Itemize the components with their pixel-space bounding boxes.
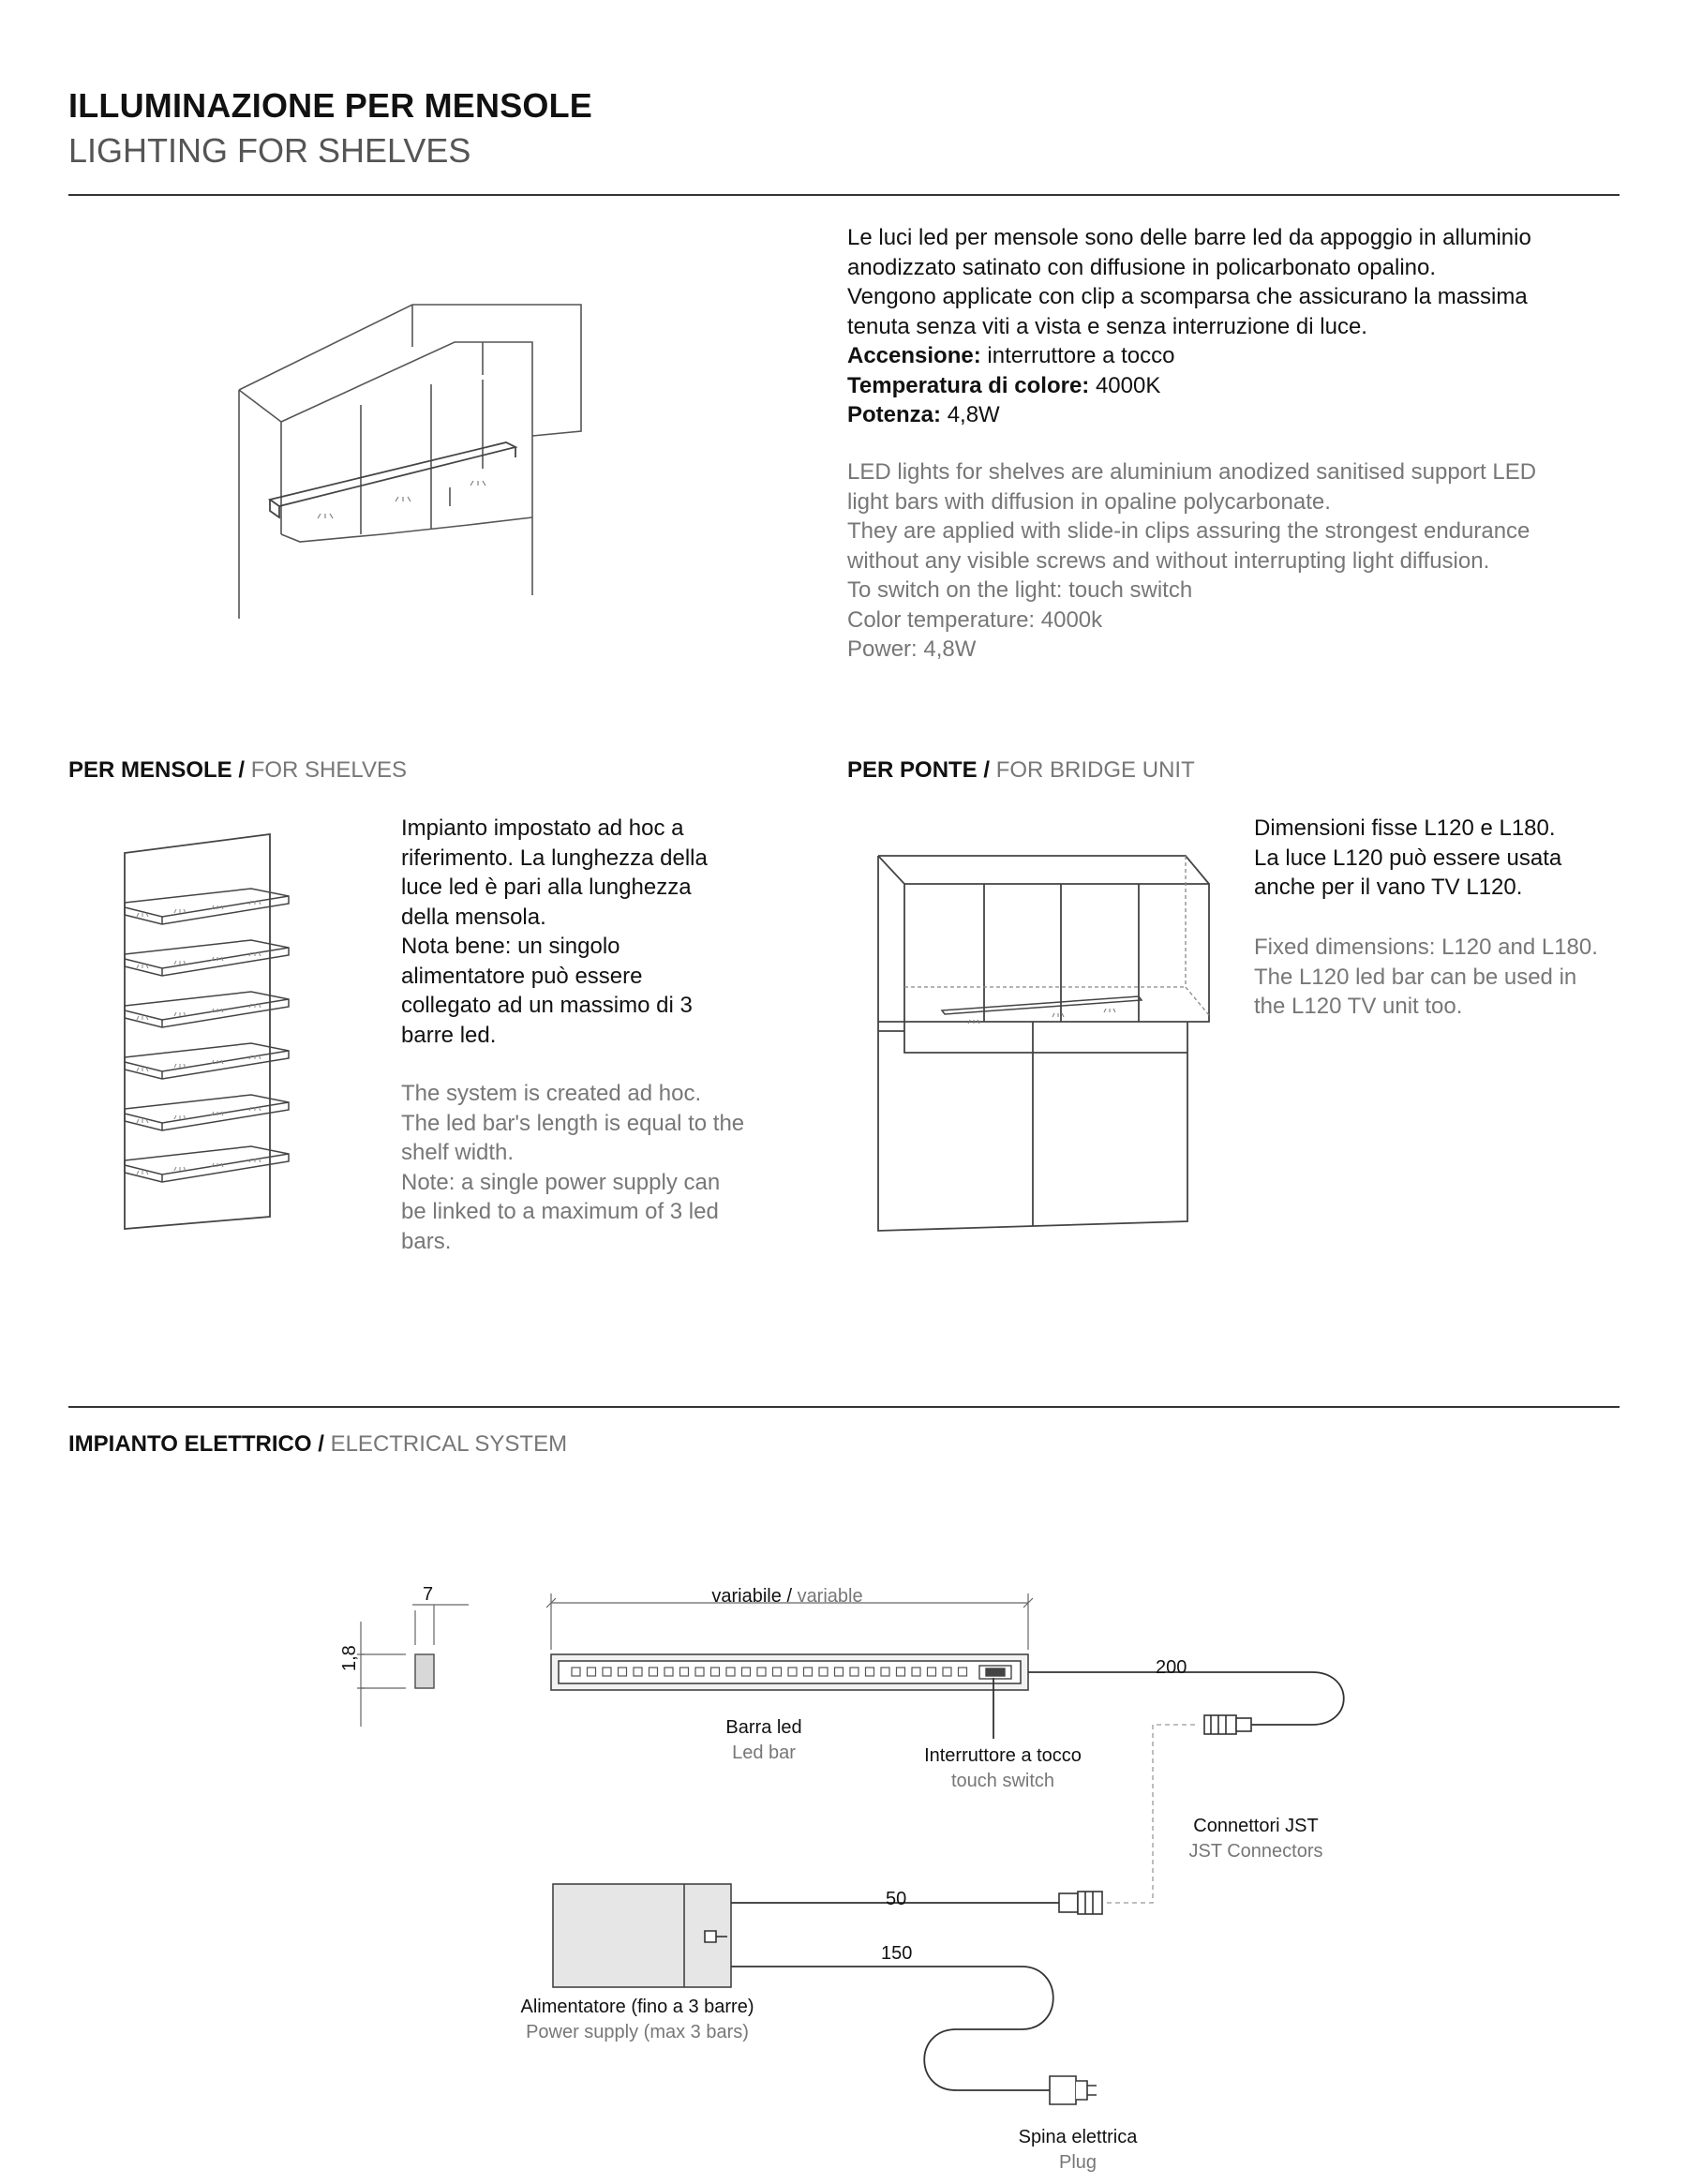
bridge-it-line: Dimensioni fisse L120 e L180. [1254,815,1556,841]
led-chip [928,1668,936,1676]
shelves-en-line: shelf width. [401,1140,515,1165]
dim-width-label: 7 [423,1584,434,1605]
led-chip [835,1668,844,1676]
intro-it-line: Le luci led per mensole sono delle barre led da appoggio in alluminio [847,225,1531,250]
led-chip [711,1668,720,1676]
intro-en-line: Color temperature: 4000k [847,606,1103,633]
led-chip [588,1668,596,1676]
bridge-en-line: the L120 TV unit too. [1254,994,1463,1019]
jst-connector-top [1204,1715,1251,1734]
cable-200-label: 200 [1156,1657,1187,1678]
led-chip [804,1668,813,1676]
variable-length-label: variabile / variable [711,1586,863,1607]
led-chip [619,1668,627,1676]
bridge-en-line: The L120 led bar can be used in [1254,964,1577,990]
led-chip [649,1668,658,1676]
led-chip [850,1668,858,1676]
intro-en-line: To switch on the light: touch switch [847,577,1193,603]
intro-it-line: Vengono applicate con clip a scomparsa che assicurano la massima [847,284,1528,309]
intro-en-line: They are applied with slide-in clips assuring the strongest endurance [847,518,1530,544]
spec-power-on: Accensione: interruttore a tocco [847,343,1175,368]
bridge-en-line: Fixed dimensions: L120 and L180. [1254,935,1598,960]
power-supply-label: Alimentatore (fino a 3 barre) Power supply (max 3 bars) [520,1997,754,2042]
led-chip [788,1668,797,1676]
touch-switch-label: Interruttore a tocco touch switch [924,1745,1082,1791]
led-chip [912,1668,920,1676]
jst-connectors-label: Connettori JST JST Connectors [1188,1816,1323,1862]
touch-switch-drawing [979,1666,1011,1679]
page-subtitle: LIGHTING FOR SHELVES [68,131,471,170]
led-chip [634,1668,642,1676]
led-chip [773,1668,782,1676]
dim-height-label: 1,8 [339,1645,360,1671]
plug-label: Spina elettrica Plug [1018,2127,1138,2173]
led-chip [695,1668,704,1676]
section-heading-shelves: PER MENSOLE / FOR SHELVES [68,757,407,783]
shelves-it-line: barre led. [401,1022,497,1048]
page-title: ILLUMINAZIONE PER MENSOLE [68,86,593,125]
led-chip [881,1668,889,1676]
intro-en-line: light bars with diffusion in opaline polycarbonate. [847,488,1331,515]
led-chip [866,1668,874,1676]
shelves-it-line: luce led è pari alla lunghezza [401,875,692,900]
led-chip [819,1668,828,1676]
intro-en-line: LED lights for shelves are aluminium anodized sanitised support LED [847,459,1537,485]
spec-power: Potenza: 4,8W [847,402,1000,427]
intro-en-line: Power: 4,8W [847,636,977,662]
intro-en-line: without any visible screws and without interrupting light diffusion. [847,547,1490,574]
intro-it-line: tenuta senza viti a vista e senza interruzione di luce. [847,313,1367,339]
shelves-en-line: bars. [401,1228,452,1254]
profile-section [415,1654,434,1688]
shelves-it-line: Impianto impostato ad hoc a [401,815,684,841]
led-chip [726,1668,735,1676]
spec-color-temperature: Temperatura di colore: 4000K [847,372,1161,398]
shelves-it-line: Nota bene: un singolo [401,934,620,959]
cable-150-label: 150 [881,1943,913,1964]
plug-drawing [1050,2076,1097,2104]
led-chip [680,1668,689,1676]
bridge-it-line: anche per il vano TV L120. [1254,875,1523,900]
led-chip [664,1668,673,1676]
shelves-en-line: The led bar's length is equal to the [401,1110,745,1136]
led-chip [603,1668,611,1676]
led-chip [572,1668,580,1676]
jst-connector-bottom [1059,1892,1102,1914]
led-chip [742,1668,751,1676]
shelves-it-line: riferimento. La lunghezza della [401,845,708,871]
section-heading-bridge: PER PONTE / FOR BRIDGE UNIT [847,757,1195,783]
shelves-it-line: alimentatore può essere [401,963,643,989]
led-chip [757,1668,766,1676]
shelves-en-line: be linked to a maximum of 3 led [401,1199,719,1224]
intro-it-line: anodizzato satinato con diffusione in policarbonato opalino. [847,254,1437,280]
shelves-en-line: Note: a single power supply can [401,1169,721,1195]
led-chip [943,1668,951,1676]
shelves-it-line: della mensola. [401,904,546,930]
led-chip [959,1668,967,1676]
section-heading-electrical: IMPIANTO ELETTRICO / ELECTRICAL SYSTEM [68,1431,568,1457]
bridge-it-line: La luce L120 può essere usata [1254,845,1562,871]
led-bar-label: Barra led Led bar [725,1717,802,1763]
led-chip [897,1668,905,1676]
cable-50-label: 50 [886,1889,907,1909]
shelves-it-line: collegato ad un massimo di 3 [401,993,693,1018]
shelves-en-line: The system is created ad hoc. [401,1081,702,1106]
